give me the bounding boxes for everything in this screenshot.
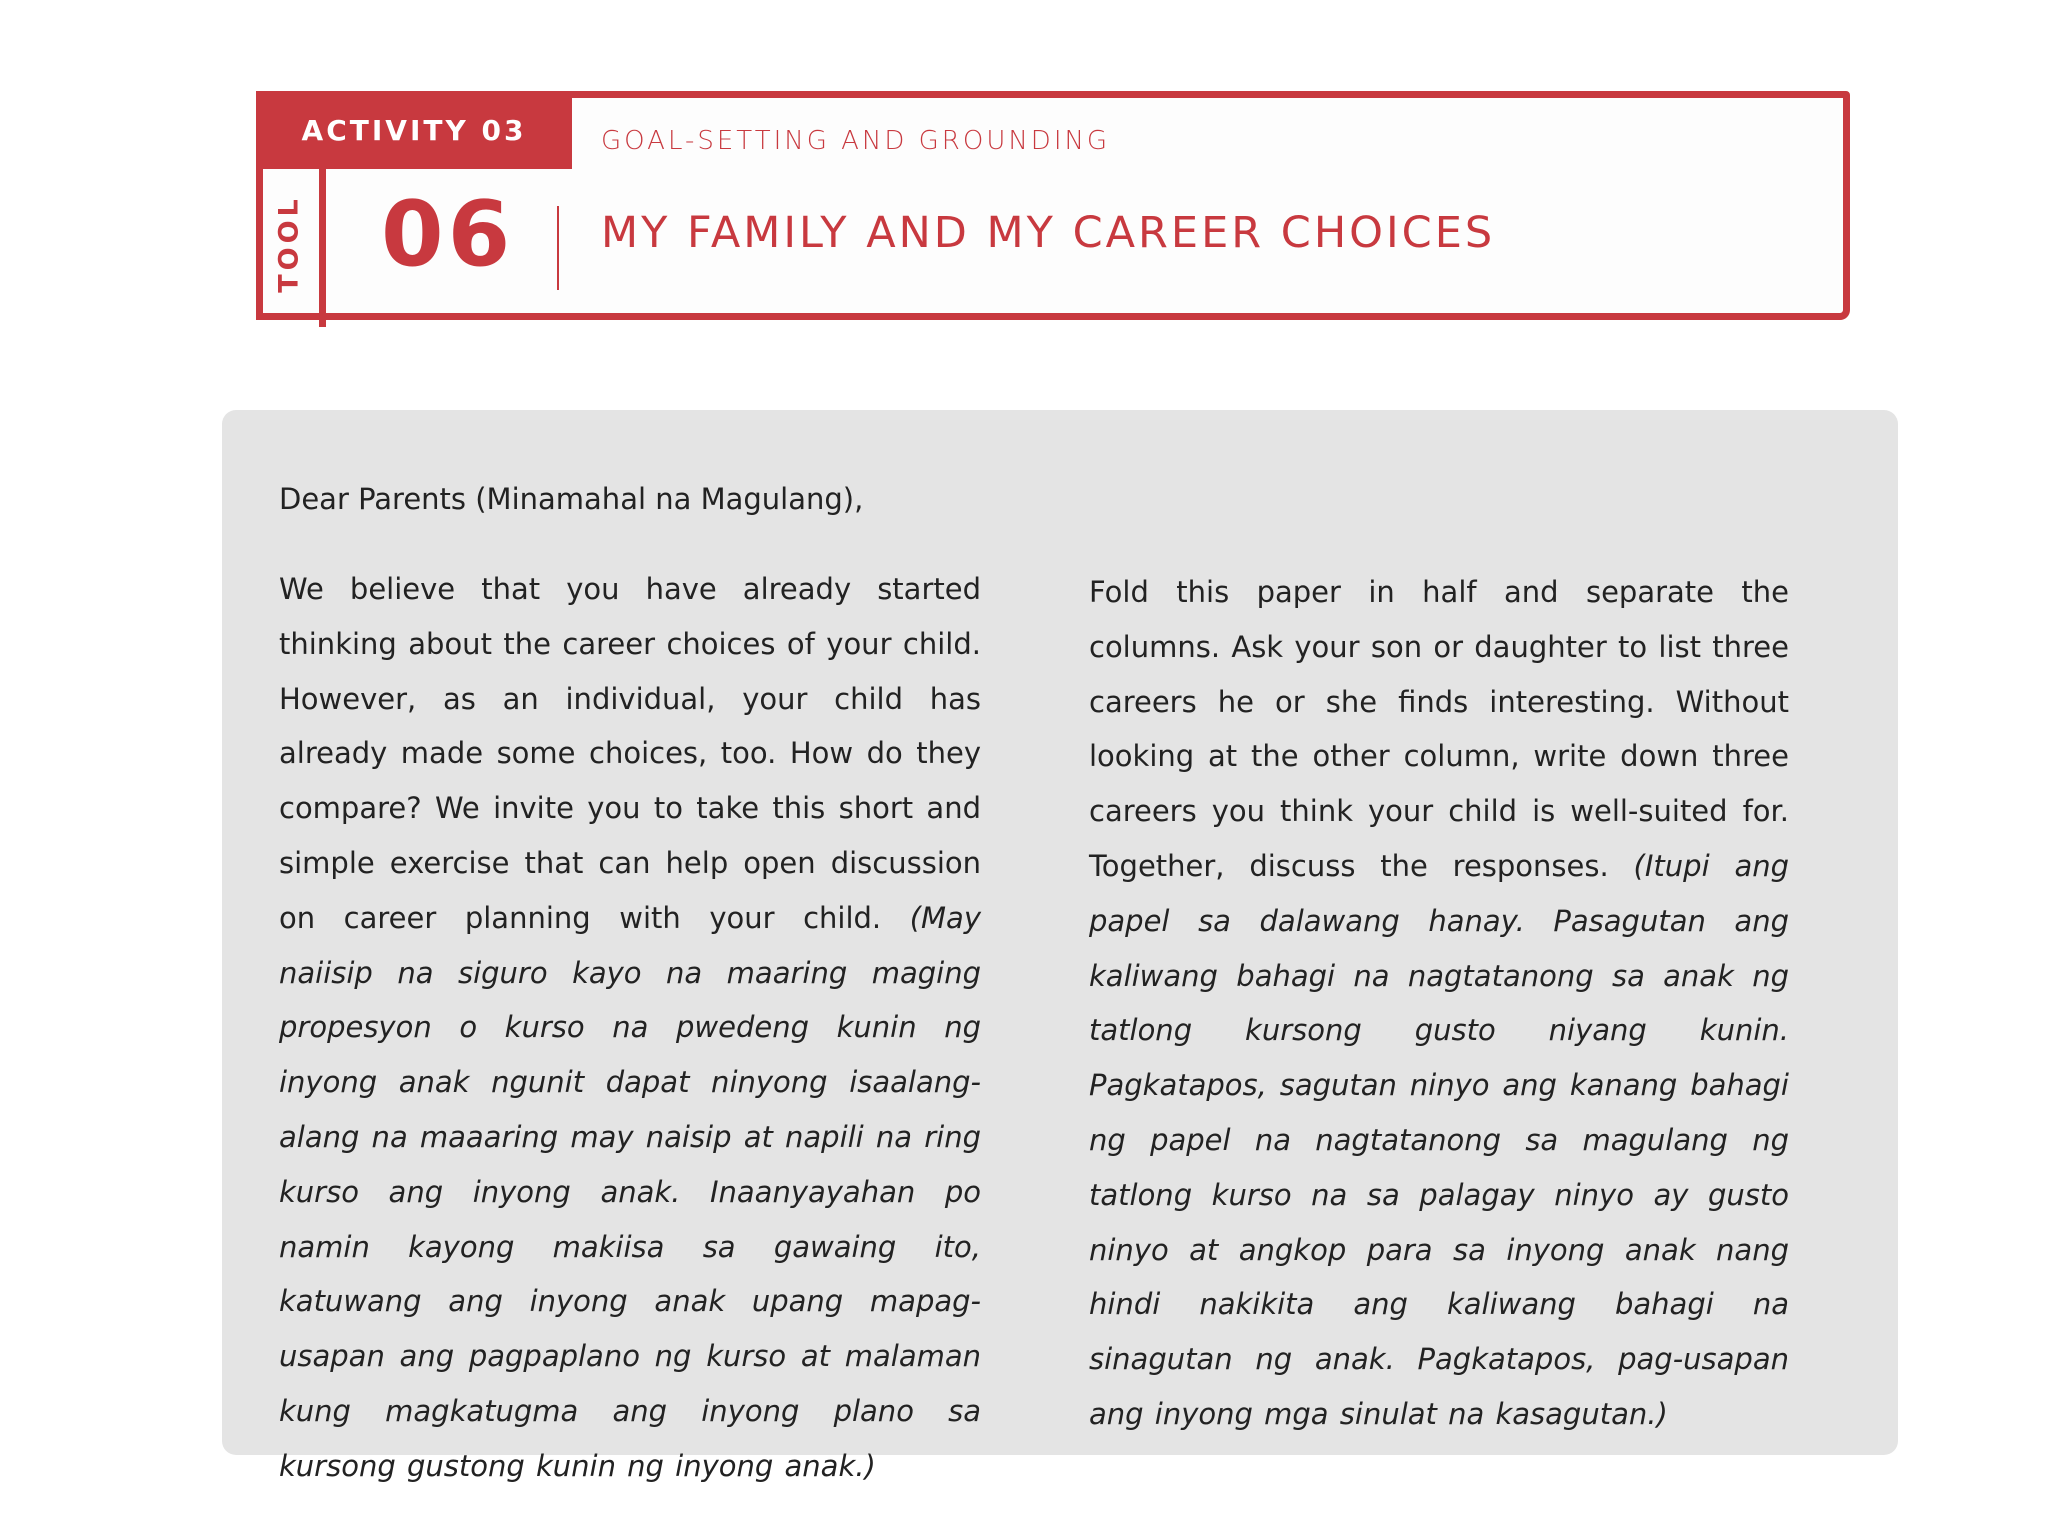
tool-number: 06 <box>381 182 515 287</box>
right-column <box>1089 565 1789 1442</box>
tool-strip <box>256 162 326 327</box>
letter-panel <box>222 410 1898 1483</box>
header-divider <box>557 206 559 290</box>
tool-label: TOOL <box>273 195 305 293</box>
activity-label: ACTIVITY 03 <box>256 91 572 169</box>
right-column-filipino: (Itupi ang papel sa dalawang hanay. Pasagutan ang kaliwang bahagi na nagtatanong sa anak ng tatlong kursong gusto niyang kunin. Pagkatapos, sagutan ninyo ang kanang bahagi ng papel na nagtatanong sa magulang ng tatlong kurso na sa palagay ninyo ay gusto ninyo at angkop para sa inyong anak nang hindi nakikita ang kaliwang bahagi na sinagutan ng anak. Pagkatapos, pag-usapan ang inyong mga sinulat na kasagutan.) <box>1089 848 1790 1431</box>
right-column-english: Fold this paper in half and separate the columns. Ask your son or daughter to list three careers he or she finds interesting. Without looking at the other column, write down three careers you think your child is well-suited for. Together, discuss the responses. <box>1089 575 1789 883</box>
left-column-english: We believe that you have already started thinking about the career choices of your child. However, as an individual, your child has already made some choices, too. How do they compare? We invite you to take this short and simple exercise that can help open discussion on career planning with your child. <box>279 572 981 935</box>
letter-salutation: Dear Parents (Minamahal na Magulang), <box>279 482 864 516</box>
page-title: MY FAMILY AND MY CAREER CHOICES <box>601 208 1496 258</box>
left-column <box>279 562 981 1494</box>
activity-subtitle: GOAL-SETTING AND GROUNDING <box>601 126 1111 156</box>
left-column-filipino: (May naiisip na siguro kayo na maaring maging propesyon o kurso na pwedeng kunin ng inyong anak ngunit dapat ninyong isaalang-alang na maaaring may naisip at napili na ring kurso ang inyong anak. Inaanyayahan po namin kayong makiisa sa gawaing ito, katuwang ang inyong anak upang mapag- usapan ang pagpaplano ng kurso at malaman kung magkatugma ang inyong plano sa kursong gustong kunin ng inyong anak.) <box>279 900 981 1483</box>
activity-header <box>256 91 1850 320</box>
